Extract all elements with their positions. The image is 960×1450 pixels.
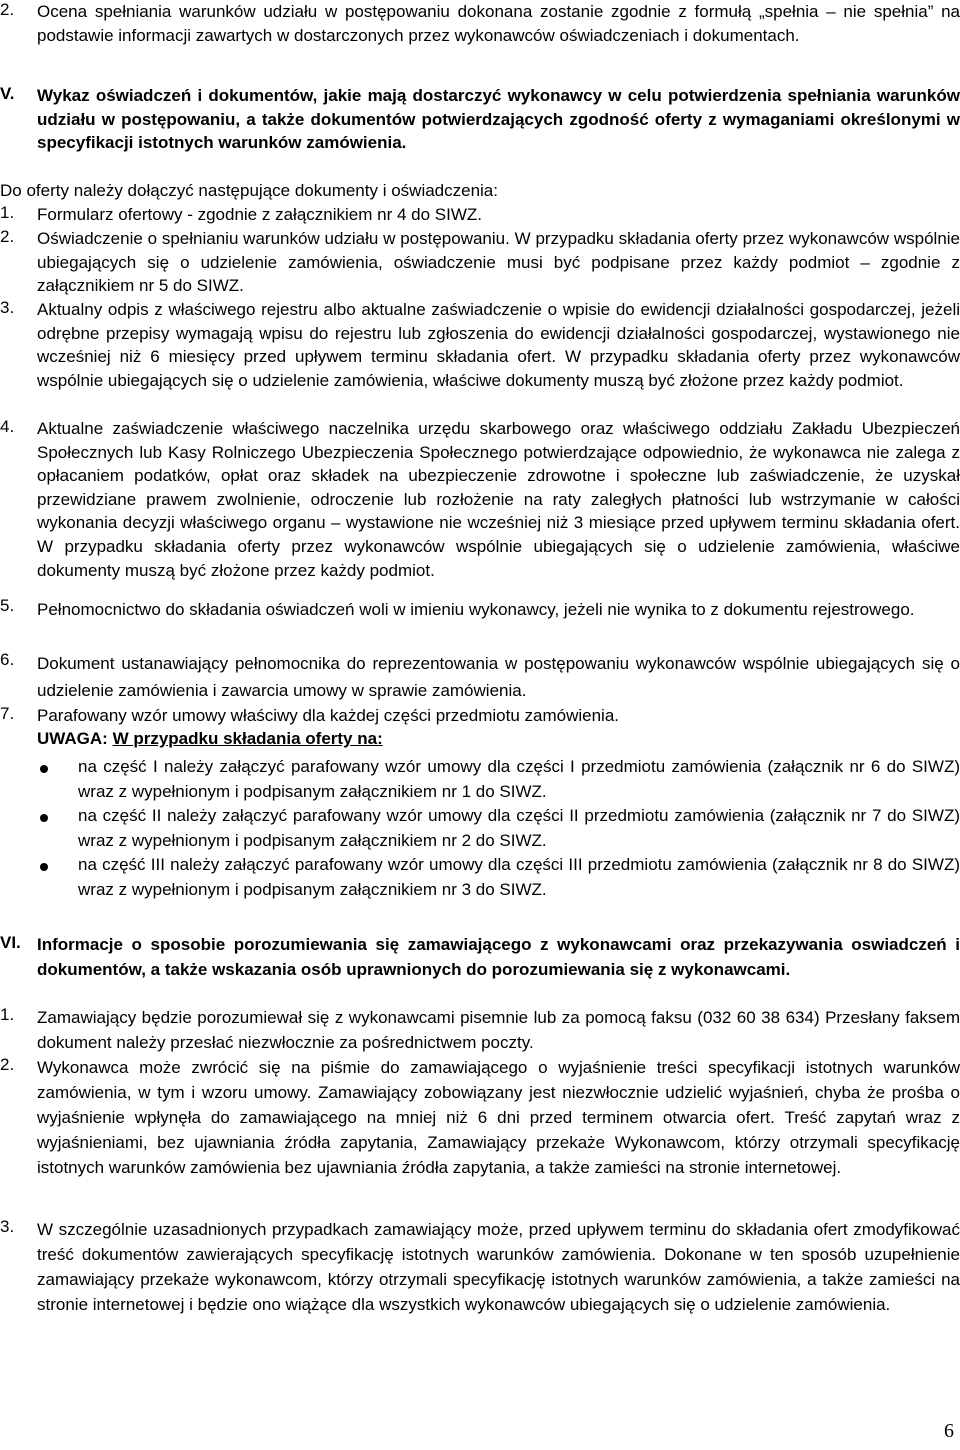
bullet-item: [0, 804, 960, 853]
list-item: [0, 1055, 960, 1180]
item-text: Zamawiający będzie porozumiewał się z wykonawcami pisemnie lub za pomocą faksu (032 60 38 634) Przesłany faksem dokument należy przesłać niezwłocznie za pośrednictwem poczty.: [37, 1008, 960, 1052]
section-title: Wykaz oświadczeń i dokumentów, jakie mają dostarczyć wykonawcy w celu potwierdzenia spełniania warunków udziału w postępowaniu, a także dokumentów potwierdzających zgodność oferty z wymaganiami określonymi w specyfikacji istotnych warunków zamówienia.: [37, 86, 960, 153]
item-number: 1.: [0, 1005, 15, 1024]
bullet-item: [0, 755, 960, 804]
item-text: Formularz ofertowy - zgodnie z załącznikiem nr 4 do SIWZ.: [37, 205, 482, 224]
page-number: 6: [944, 1420, 954, 1442]
item-text: Wykonawca może zwrócić się na piśmie do zamawiającego o wyjaśnienie treści specyfikacji istotnych warunków zamówienia, w tym i wzoru umowy. Zamawiający zobowiązany jest niezwłocznie udzielić wyjaśnień, chyba że prośba o wyjaśnienie wpłynęła do zamawiającego na mniej niż 6 dni przed terminem otwarcia ofert. Treść zapytań wraz z wyjaśnieniami, bez ujawniania źródła zapytania, Zamawiający przekaże Wykonawcom, którzy otrzymali specyfikację istotnych warunków zamówienia bez ujawniania źródła zapytania, a także zamieści na stronie internetowej.: [37, 1058, 960, 1177]
section-title: Informacje o sposobie porozumiewania się zamawiającego z wykonawcami oraz przekazywania oswiadczeń i dokumentów, a także wskazania osób uprawnionych do porozumiewania się z wykonawcami.: [37, 935, 960, 979]
item-text: Aktualne zaświadczenie właściwego naczelnika urzędu skarbowego oraz właściwego oddziału Zakładu Ubezpieczeń Społecznych lub Kasy Rolniczego Ubezpieczenia Społecznego potwierdzające odpowiednio, że wykonawca nie zalega z opłacaniem podatków, opłat oraz składek na ubezpieczenie zdrowotne i społeczne lub zaświadczenie, że uzyskał przewidziane prawem zwolnienie, odroczenie lub rozłożenie na raty zaległych płatności lub wstrzymanie w całości wykonania decyzji właściwego organu – wystawione nie wcześniej niż 3 miesiące przed upływem terminu składania ofert. W przypadku składania oferty przez wykonawców wspólnie ubiegających się o udzielenie zamówienia, właściwe dokumenty muszą być złożone przez każdy podmiot.: [37, 419, 960, 580]
list-item: [0, 203, 960, 227]
list-item: [0, 1217, 960, 1317]
item-text: Parafowany wzór umowy właściwy dla każdej części przedmiotu zamówienia.: [37, 706, 620, 725]
list-item: [0, 650, 960, 704]
section-v-heading: [0, 84, 960, 155]
item-number: 2.: [0, 227, 15, 246]
item-number: 2.: [0, 1055, 15, 1074]
list-item: [0, 227, 960, 298]
bullet-icon: [40, 765, 48, 773]
item-number: 2.: [0, 0, 15, 19]
bullet-text: na część I należy załączyć parafowany wzór umowy dla części I przedmiotu zamówienia (załącznik nr 6 do SIWZ) wraz z wypełnionym i podpisanym załącznikiem nr 1 do SIWZ.: [78, 757, 960, 801]
bullet-icon: [40, 863, 48, 871]
warning-note: [37, 728, 383, 750]
condition-assessment-item: [0, 0, 960, 47]
item-text: Oświadczenie o spełnianiu warunków udziału w postępowaniu. W przypadku składania oferty przez wykonawców wspólnie ubiegających się o udzielenie zamówienia, oświadczenie musi być podpisane przez każdy podmiot – zgodnie z załącznikiem nr 5 do SIWZ.: [37, 229, 960, 296]
list-item: [0, 298, 960, 392]
item-number: 4.: [0, 417, 15, 436]
bullet-text: na część III należy załączyć parafowany wzór umowy dla części III przedmiotu zamówienia (załącznik nr 8 do SIWZ) wraz z wypełnionym i podpisanym załącznikiem nr 3 do SIWZ.: [78, 855, 960, 899]
intro-line: Do oferty należy dołączyć następujące dokumenty i oświadczenia:: [0, 181, 498, 200]
warning-label: UWAGA:: [37, 729, 108, 748]
section-vi-heading: [0, 933, 960, 982]
item-number: 3.: [0, 298, 15, 317]
item-text: Aktualny odpis z właściwego rejestru albo aktualne zaświadczenie o wpisie do ewidencji działalności gospodarczej, jeżeli odrębne przepisy wymagają wpisu do rejestru lub zgłoszenia do ewidencji działalności gospodarczej, wystawionego nie wcześniej niż 6 miesięcy przed upływem terminu składania ofert. W przypadku składania oferty przez wykonawców wspólnie ubiegających się o udzielenie zamówienia, właściwe dokumenty muszą być złożone przez każdy podmiot.: [37, 300, 960, 390]
bullet-text: na część II należy załączyć parafowany wzór umowy dla części II przedmiotu zamówienia (załącznik nr 7 do SIWZ) wraz z wypełnionym i podpisanym załącznikiem nr 2 do SIWZ.: [78, 806, 960, 850]
item-number: 1.: [0, 203, 15, 222]
item-number: 3.: [0, 1217, 15, 1236]
list-item: [0, 704, 960, 728]
section-number: VI.: [0, 933, 21, 952]
item-text: Dokument ustanawiający pełnomocnika do reprezentowania w postępowaniu wykonawców wspólnie ubiegających się o udzielenie zamówienia i zawarcia umowy w sprawie zamówienia.: [37, 654, 960, 700]
item-number: 6.: [0, 650, 15, 669]
warning-text: W przypadku składania oferty na:: [112, 729, 383, 748]
item-text: Pełnomocnictwo do składania oświadczeń woli w imieniu wykonawcy, jeżeli nie wynika to z dokumentu rejestrowego.: [37, 600, 915, 619]
bullet-item: [0, 853, 960, 902]
item-number: 5.: [0, 596, 15, 615]
item-text: Ocena spełniania warunków udziału w postępowaniu dokonana zostanie zgodnie z formułą „spełnia – nie spełnia” na podstawie informacji zawartych w dostarczonych przez wykonawców oświadczeniach i dokumentach.: [37, 2, 960, 45]
item-number: 7.: [0, 704, 15, 723]
bullet-icon: [40, 814, 48, 822]
section-number: V.: [0, 84, 15, 103]
list-item: [0, 417, 960, 582]
list-item: [0, 1005, 960, 1055]
list-item: [0, 596, 960, 623]
item-text: W szczególnie uzasadnionych przypadkach zamawiający może, przed upływem terminu do składania ofert zmodyfikować treść dokumentów zawierających specyfikację istotnych warunków zamówienia. Dokonane w ten sposób uzupełnienie zamawiający przekaże wykonawcom, którzy otrzymali specyfikację istotnych warunków zamówienia, a także zamieści na stronie internetowej i będzie ono wiążące dla wszystkich wykonawców ubiegających się o udzielenie zamówienia.: [37, 1220, 960, 1314]
